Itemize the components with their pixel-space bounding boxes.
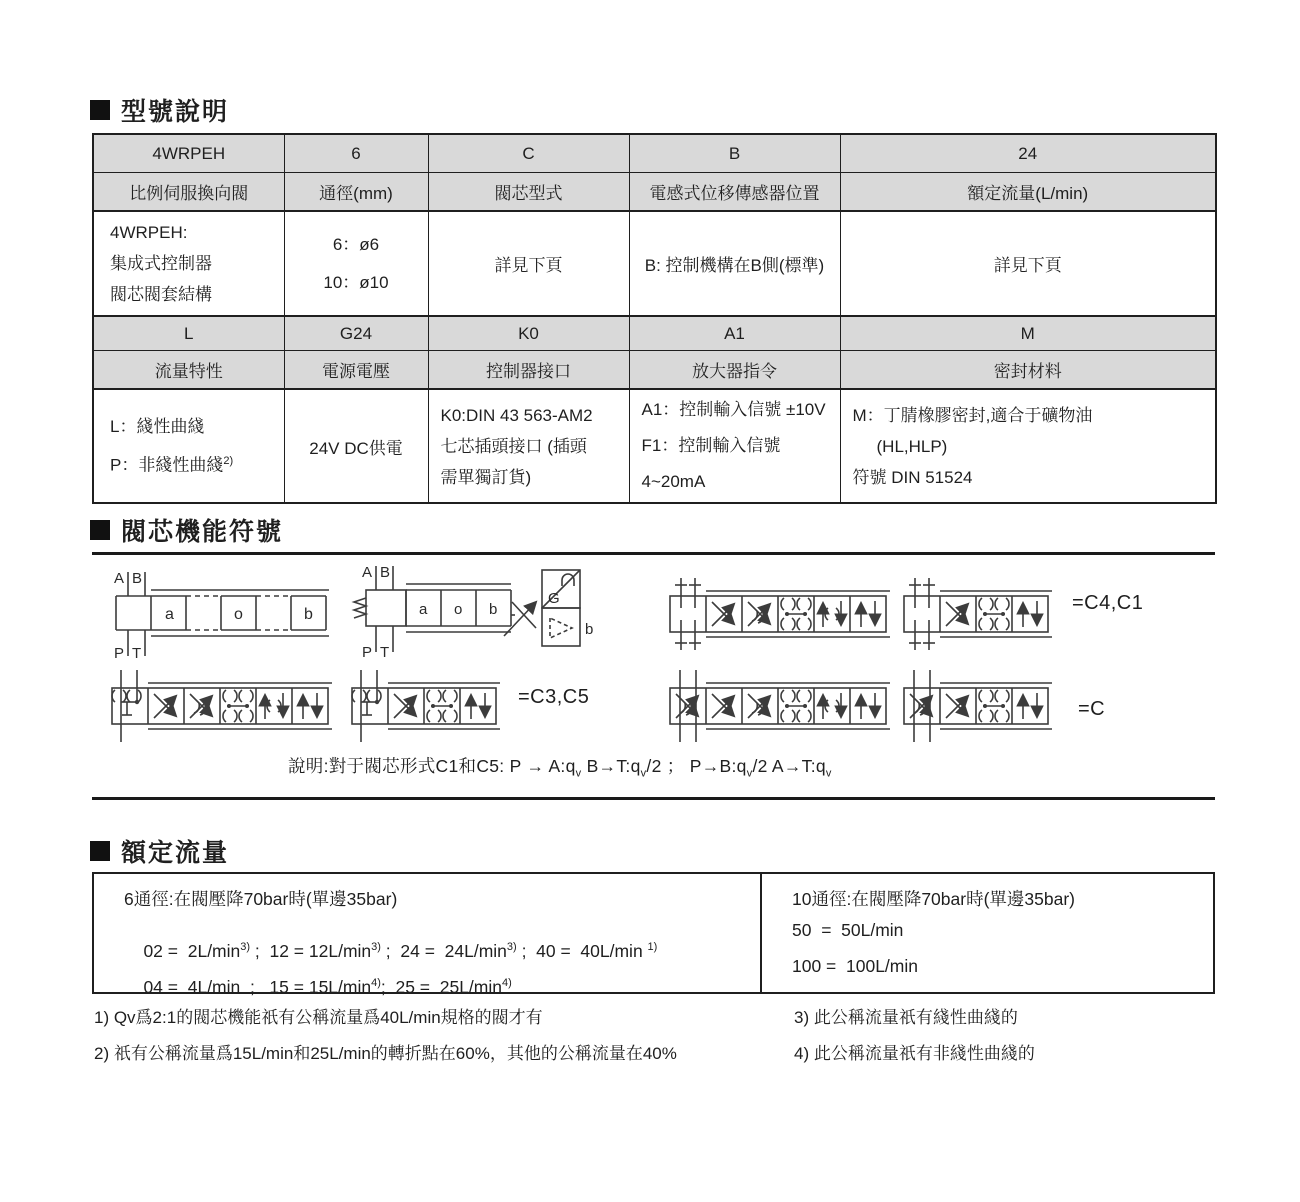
desc-cell bbox=[840, 389, 1216, 503]
valve-symbol-concept-spring-g bbox=[350, 560, 595, 660]
footnote-marker: 4) bbox=[502, 977, 512, 990]
flow-segment: ; 12 = 12L/min bbox=[250, 941, 372, 961]
spool-pos-b: b bbox=[489, 601, 498, 618]
label-cell: 閥芯型式 bbox=[428, 173, 629, 212]
flow-segment: ; 24 = 24L/min bbox=[380, 941, 507, 961]
label-cell: 通徑(mm) bbox=[284, 173, 428, 212]
desc-line: 七芯插頭接口 (插頭 bbox=[440, 436, 587, 456]
spool-note bbox=[288, 753, 832, 780]
label-cell: 額定流量(L/min) bbox=[840, 173, 1216, 212]
pilot-triangle bbox=[550, 618, 572, 638]
section-title-rated-flow bbox=[90, 833, 229, 869]
code-cell: K0 bbox=[428, 316, 629, 351]
port-label-P: P bbox=[114, 645, 125, 662]
valve-symbol-detail-c3c5-short bbox=[350, 658, 502, 756]
equivalence-label-c4c1: =C4,C1 bbox=[1072, 592, 1144, 614]
desc-cell bbox=[93, 211, 284, 316]
desc-line: 10：ø10 bbox=[323, 272, 389, 292]
spring-glyph bbox=[354, 598, 366, 618]
desc-cell bbox=[93, 389, 284, 503]
footnote-marker: 3) bbox=[371, 941, 381, 954]
flow-right-header: 10通徑:在閥壓降70bar時(單邊35bar) bbox=[792, 889, 1075, 909]
note-segment: B→T:q bbox=[581, 756, 641, 776]
flow-segment: ; 40 = 40L/min bbox=[516, 941, 648, 961]
desc-line: (HL,HLP) bbox=[876, 436, 948, 456]
spool-pos-a: a bbox=[419, 601, 428, 618]
port-label-T: T bbox=[380, 644, 390, 661]
note-segment: 說明:對于閥芯形式C1和C5: P → A:q bbox=[288, 756, 576, 776]
table-row-desc1 bbox=[93, 211, 1216, 316]
desc-line bbox=[110, 444, 278, 483]
note-subscript: v bbox=[825, 767, 832, 780]
valve-symbol-detail-c3c5-long bbox=[110, 658, 332, 756]
port-label-T: T bbox=[132, 645, 142, 662]
desc-line: 4WRPEH: bbox=[110, 223, 188, 242]
footnote-marker: 2) bbox=[223, 454, 234, 467]
spool-pos-a: a bbox=[165, 606, 174, 623]
code-cell: 24 bbox=[840, 134, 1216, 173]
label-cell: 放大器指令 bbox=[629, 351, 840, 390]
pilot-block-bottom bbox=[542, 608, 580, 646]
note-subscript: v bbox=[575, 767, 582, 780]
flow-segment: 02 = 2L/min bbox=[143, 941, 241, 961]
solenoid-arc bbox=[562, 574, 574, 586]
pilot-label-G: G bbox=[548, 590, 560, 607]
table-row-desc2 bbox=[93, 389, 1216, 503]
footnote-3: 3) 此公稱流量祇有綫性曲綫的 bbox=[794, 1008, 1018, 1027]
footnote-4: 4) 此公稱流量祇有非綫性曲綫的 bbox=[794, 1044, 1035, 1063]
flow-right-line2: 100 = 100L/min bbox=[792, 956, 918, 976]
desc-cell bbox=[428, 389, 629, 503]
footnote-marker: 1) bbox=[647, 941, 658, 954]
desc-line: 6：ø6 bbox=[332, 234, 380, 254]
desc-line: A1：控制輸入信號 ±10V bbox=[641, 400, 826, 419]
port-label-B: B bbox=[380, 564, 391, 581]
section-title-model-code bbox=[90, 92, 229, 128]
note-segment: /2 ； P→B:q bbox=[646, 756, 747, 776]
flow-segment: ; 25 = 25L/min bbox=[380, 977, 502, 997]
desc-cell: 詳見下頁 bbox=[428, 211, 629, 316]
desc-cell: B: 控制機構在B側(標準) bbox=[629, 211, 840, 316]
note-subscript: v bbox=[640, 767, 647, 780]
label-cell: 電源電壓 bbox=[284, 351, 428, 390]
valve-symbol-detail-c4c1-long bbox=[668, 566, 890, 664]
section-bullet-square bbox=[90, 841, 110, 861]
desc-cell bbox=[284, 211, 428, 316]
footnote-marker: 3) bbox=[240, 941, 251, 954]
code-cell: 4WRPEH bbox=[93, 134, 284, 173]
section-bullet-square bbox=[90, 520, 110, 540]
section-title-spool-symbols bbox=[90, 512, 283, 548]
valve-symbol-detail-c4c1-short bbox=[902, 566, 1054, 664]
code-cell: B bbox=[629, 134, 840, 173]
port-label-A: A bbox=[362, 564, 373, 581]
pilot-label-b: b bbox=[585, 621, 594, 638]
desc-cell: 24V DC供電 bbox=[284, 389, 428, 503]
footnote-marker: 3) bbox=[506, 941, 517, 954]
table-row-codes1 bbox=[93, 134, 1216, 173]
rated-flow-box bbox=[92, 872, 1215, 997]
note-segment: /2 A→T:q bbox=[752, 756, 826, 776]
label-cell: 電感式位移傳感器位置 bbox=[629, 173, 840, 212]
label-cell: 流量特性 bbox=[93, 351, 284, 390]
flow-left-header: 6通徑:在閥壓降70bar時(單邊35bar) bbox=[124, 889, 398, 909]
footnote-1: 1) Qv爲2:1的閥芯機能祇有公稱流量爲40L/min規格的閥才有 bbox=[94, 1008, 543, 1027]
footnote-marker: 4) bbox=[371, 977, 381, 990]
port-label-B: B bbox=[132, 570, 143, 587]
flow-right-line1: 50 = 50L/min bbox=[792, 920, 904, 940]
desc-line: 需單獨訂貨) bbox=[440, 467, 532, 487]
flow-segment: 04 = 4L/min ; 15 = 15L/min bbox=[143, 977, 372, 997]
label-cell: 控制器接口 bbox=[428, 351, 629, 390]
table-row-codes2 bbox=[93, 316, 1216, 351]
spool-pos-o: o bbox=[454, 601, 463, 618]
label-cell: 比例伺服換向閥 bbox=[93, 173, 284, 212]
port-label-A: A bbox=[114, 570, 125, 587]
desc-line: 集成式控制器 bbox=[110, 254, 212, 273]
section-title-text: 閥芯機能符號 bbox=[121, 518, 284, 546]
valve-symbol-concept-aob bbox=[110, 566, 335, 661]
section-title-text: 額定流量 bbox=[121, 839, 230, 867]
divider-rule bbox=[92, 797, 1215, 800]
table-row-labels2 bbox=[93, 351, 1216, 390]
code-cell: 6 bbox=[284, 134, 428, 173]
model-code-table bbox=[92, 133, 1217, 504]
valve-symbol-detail-c-short bbox=[902, 658, 1054, 756]
code-cell: L bbox=[93, 316, 284, 351]
spool-pos-b: b bbox=[304, 606, 313, 623]
section-bullet-square bbox=[90, 100, 110, 120]
code-cell: C bbox=[428, 134, 629, 173]
code-cell: M bbox=[840, 316, 1216, 351]
code-cell: A1 bbox=[629, 316, 840, 351]
equivalence-label-c3c5: =C3,C5 bbox=[518, 686, 590, 708]
port-label-P: P bbox=[362, 644, 373, 661]
desc-line: 閥芯閥套結構 bbox=[110, 285, 212, 304]
desc-cell: 詳見下頁 bbox=[840, 211, 1216, 316]
desc-text: P：非綫性曲綫 bbox=[110, 455, 224, 475]
desc-line: 符號 DIN 51524 bbox=[852, 467, 973, 487]
desc-cell bbox=[629, 389, 840, 503]
desc-line: M：丁腈橡膠密封,適合于礦物油 bbox=[852, 405, 1093, 425]
flow-box-divider bbox=[760, 874, 762, 992]
table-row-labels1 bbox=[93, 173, 1216, 212]
footnote-2: 2) 祇有公稱流量爲15L/min和25L/min的轉折點在60%，其他的公稱流量在40% bbox=[94, 1044, 677, 1063]
desc-line: L：綫性曲綫 bbox=[110, 416, 205, 436]
equivalence-label-c: =C bbox=[1078, 698, 1106, 720]
label-cell: 密封材料 bbox=[840, 351, 1216, 390]
code-cell: G24 bbox=[284, 316, 428, 351]
spool-pos-o: o bbox=[234, 606, 243, 623]
divider-rule bbox=[92, 552, 1215, 555]
note-subscript: v bbox=[746, 767, 753, 780]
desc-line: K0:DIN 43 563-AM2 bbox=[440, 405, 593, 425]
valve-symbol-detail-c-long bbox=[668, 658, 890, 756]
section-title-text: 型號說明 bbox=[121, 98, 230, 126]
desc-line: F1：控制輸入信號 4~20mA bbox=[641, 436, 781, 491]
